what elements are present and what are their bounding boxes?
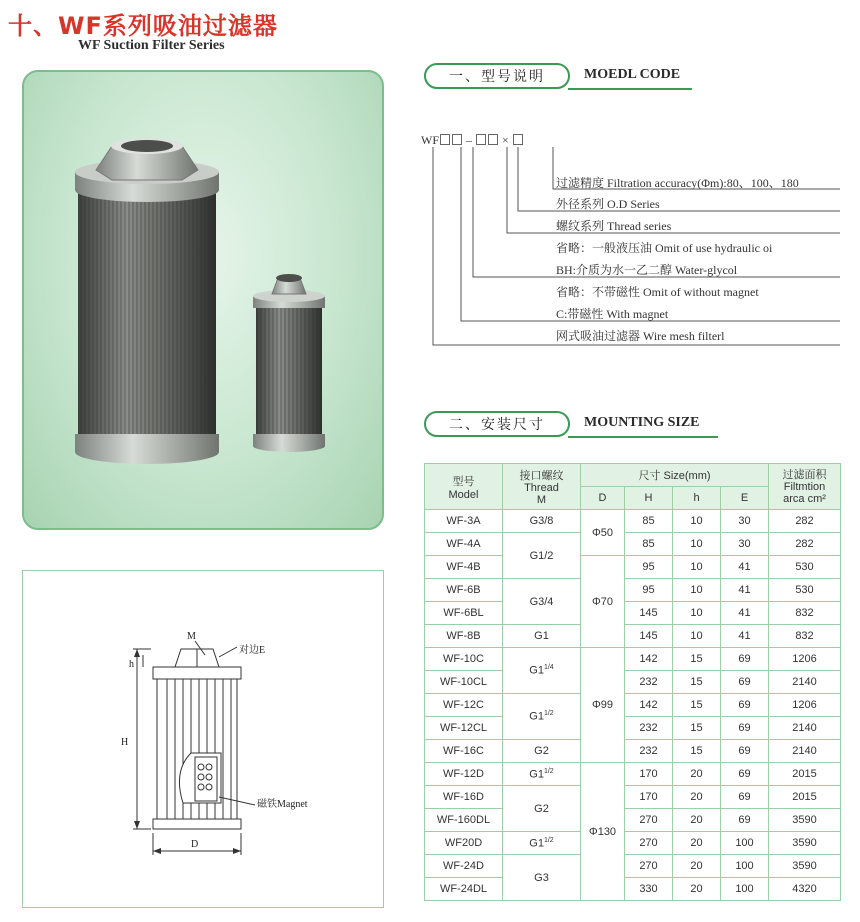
header-size: 尺寸 Size(mm) — [581, 464, 769, 487]
drawing-label-magnet: 磁铁Magnet — [257, 799, 308, 810]
table-header-row — [425, 464, 841, 487]
technical-drawing — [22, 570, 384, 908]
section-model-code-title: MOEDL CODE — [584, 67, 681, 82]
section-underline — [568, 436, 718, 438]
filter-photo-illustration — [24, 72, 382, 528]
section-model-code-label: 一、型号说明 — [424, 63, 570, 89]
drawing-label-h-small: h — [129, 659, 134, 670]
model-code-pattern: WF – × — [421, 133, 524, 148]
section-underline — [568, 88, 692, 90]
model-code-line-6: 省略：不带磁性 Omit of without magnet — [556, 285, 759, 299]
drawing-label-m: M — [187, 631, 196, 642]
page-subtitle: WF Suction Filter Series — [78, 38, 225, 53]
model-code-line-5: BH:介质为水一乙二醇 Water-glycol — [556, 263, 738, 277]
header-e: E — [721, 487, 769, 510]
table-row: WF-10C $G1^{1/4}$ Φ99 142 15 69 1206 — [425, 648, 841, 671]
table-row: WF-4B Φ70 95 10 41 530 — [425, 556, 841, 579]
table-row: WF-16C G2 232 15 69 2140 — [425, 740, 841, 763]
table-row: WF-10CL 232 15 69 2140 — [425, 671, 841, 694]
table-row: WF-24D G3 270 20 100 3590 — [425, 855, 841, 878]
model-code-line-2: 外径系列 O.D Series — [556, 197, 660, 211]
model-code-line-4: 省略：一般液压油 Omit of use hydraulic oi — [556, 241, 773, 255]
section-mounting-size-title: MOUNTING SIZE — [584, 415, 700, 430]
table-row: WF-12C $G1^{1/2}$ 142 15 69 1206 — [425, 694, 841, 717]
model-code-line-8: 网式吸油过滤器 Wire mesh filterl — [556, 329, 725, 343]
table-row: WF-3A G3/8 Φ50 85 10 30 282 — [425, 510, 841, 533]
header-d: D — [581, 487, 625, 510]
section-mounting-size-label: 二、安装尺寸 — [424, 411, 570, 437]
table-row: WF-6BL 145 10 41 832 — [425, 602, 841, 625]
page-title: 十、WF系列吸油过滤器 — [8, 12, 278, 40]
header-h: h — [673, 487, 721, 510]
table-row: WF-12CL 232 15 69 2140 — [425, 717, 841, 740]
mounting-size-table — [424, 463, 841, 901]
table-row: WF-12D $G1^{1/2}$ Φ130 170 20 69 2015 — [425, 763, 841, 786]
model-code-line-7: C:带磁性 With magnet — [556, 307, 669, 321]
header-H: H — [625, 487, 673, 510]
drawing-label-d: D — [191, 839, 199, 850]
drawing-label-e: 对边E — [239, 645, 266, 656]
product-photo — [22, 70, 384, 530]
table-row: WF-4A G1/2 85 10 30 282 — [425, 533, 841, 556]
table-row: WF-160DL 270 20 69 3590 — [425, 809, 841, 832]
table-row: WF-8B G1 145 10 41 832 — [425, 625, 841, 648]
table-row: WF-24DL 330 20 100 4320 — [425, 878, 841, 901]
model-code-prefix: WF — [421, 133, 439, 147]
filter-dimension-drawing — [23, 571, 383, 907]
drawing-label-h: H — [121, 737, 129, 748]
table-row: WF20D $G1^{1/2}$ 270 20 100 3590 — [425, 832, 841, 855]
model-code-line-3: 螺纹系列 Thread series — [556, 219, 672, 233]
table-row: WF-16D G2 170 20 69 2015 — [425, 786, 841, 809]
model-code-line-1: 过滤精度 Filtration accuracy(Φm):80、100、180 — [556, 176, 799, 190]
header-area: 过滤面积 Filtmtion arca cm² — [769, 464, 841, 510]
header-model: 型号 Model — [425, 464, 503, 510]
header-thread: 接口螺纹 Thread M — [503, 464, 581, 510]
table-row: WF-6B G3/4 95 10 41 530 — [425, 579, 841, 602]
